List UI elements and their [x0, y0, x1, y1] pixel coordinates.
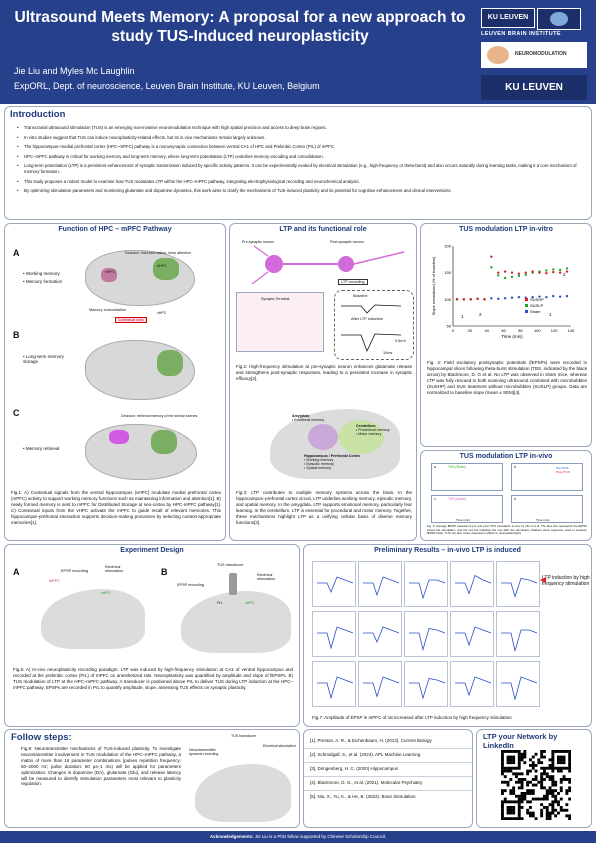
prl-label: PrL — [217, 601, 223, 605]
list-item: • Working memory — [23, 271, 60, 276]
x-tick-label: 100 — [533, 328, 541, 333]
mpfc-region — [109, 430, 129, 444]
marker-label: 1 — [461, 314, 464, 319]
hpc-region — [151, 430, 177, 454]
data-point — [531, 270, 533, 272]
data-point — [497, 298, 499, 300]
x-axis-label: Time (min) — [501, 334, 523, 339]
intro-bullet: • HPC–mPFC pathway is critical for working memory and long-term memory, where long-term potentiation (LTP) underlies memory encoding and consolidation. — [17, 154, 587, 160]
data-point — [552, 268, 554, 270]
data-point — [490, 255, 492, 257]
data-point — [504, 277, 506, 279]
epsp-trace — [409, 580, 445, 598]
follow-steps-section — [4, 729, 300, 828]
epsp-trace — [363, 577, 399, 595]
fig7-trace-plot — [404, 611, 448, 657]
data-point — [456, 298, 458, 300]
fig6-panel — [4, 544, 300, 727]
y-axis-label: Slope normalized (% of baseline) — [431, 256, 436, 316]
epsp-trace — [501, 579, 537, 597]
transducer-icon — [229, 573, 237, 595]
ltp-induction-annotation: LTP induction by high frequency stimulation — [542, 575, 590, 588]
fig7-trace-plot — [358, 561, 402, 607]
y-tick-label: 100 — [444, 296, 451, 302]
fig7-trace-plot — [312, 661, 356, 707]
vhpc-label: vHPC — [157, 311, 167, 315]
fig5-panel — [420, 450, 592, 541]
leuven-brain-institute-logo: LEUVEN BRAIN INSTITUTE — [481, 31, 561, 37]
data-point — [545, 269, 547, 271]
vhpc-label: vHPC — [101, 591, 111, 595]
legend-swatch — [525, 304, 528, 307]
legend-swatch — [525, 298, 528, 301]
epsp-recording-label: EPSP recording — [61, 569, 88, 573]
data-point — [511, 276, 513, 278]
fig7-trace-plot — [312, 611, 356, 657]
linkedin-qr-code-icon[interactable] — [501, 750, 571, 820]
neuromodulation-logo: NEUROMODULATION — [481, 42, 587, 68]
epsp-recording-label: EPSP recording — [177, 583, 204, 587]
brain-logo-icon — [537, 8, 581, 30]
x-tick-label: 0 — [451, 328, 455, 333]
data-point — [511, 297, 513, 299]
intro-bullet: • This study proposes a rodent model to examine how TUS modulates LTP within the HPC–mPFC pathway, integrating electrophysiological recording and neurochemical analysis. — [17, 179, 587, 185]
cerebellum-label: Cerebellum • Procedural memory • Motor memory — [356, 424, 390, 436]
data-point — [525, 271, 527, 273]
x-tick-label: 80 — [518, 328, 523, 333]
hpc-region — [153, 258, 179, 280]
data-point — [470, 298, 472, 300]
epsp-trace — [455, 677, 491, 695]
fig5-caption: Fig. 5: Average fEPSP waveforms pre and post fTUS stimulation in-vivo by Niu X et al. The blue line represents the fEPSP before the stimulation, and the red line indicates the one after the stimulation. Markers show segments used to measure fEPSP slope. TUS can also cause depression effects to neuroplasticity[5]. — [427, 524, 587, 536]
poster-title: Ultrasound Meets Memory: A proposal for a new approach to study TUS-Induced neuroplasticity — [14, 9, 466, 45]
data-point — [552, 295, 554, 297]
intro-bullet: • By optimizing stimulation parameters and monitoring glutamate and dopamine dynamics, this work aims to clarify the mechanisms of TUS-induced plasticity and its potential for cognitive enhancement and clinical interventions. — [17, 188, 587, 194]
fig4-title: TUS modulation LTP in-vitro — [459, 226, 553, 233]
memory-consolidation-label: Memory consolidation — [89, 308, 126, 312]
epsp-trace — [317, 627, 353, 648]
dhpc-label: dHPC — [157, 264, 167, 268]
fig7-trace-plot — [404, 561, 448, 607]
ku-leuven-big-logo: KU LEUVEN — [481, 75, 587, 100]
fig7-title: Preliminary Results – in-vivo LTP is induced — [374, 547, 521, 554]
follow-text: Fig.8: Neurotransmitter mechanisms of TUS-induced plasticity. To investigate neurotransmitter involvement in TUS modulation of the HPC–mPFC pathway, a matrix of more than 16 parameter combinations (pulses repetition frequency: 50–2000 Hz; pulse duration: 50 μs–1 ms) will be applied for parameters optimization. Changes in dopamine (DA), glutamate (Glu), and release latency will be measured to identify stimulation parameters most relevant to plasticity regulation. — [21, 746, 181, 787]
legend-label: SUSHP — [530, 297, 544, 302]
fig2-panel — [229, 223, 417, 541]
fig6-title: Experiment Design — [120, 547, 184, 554]
fig1-title: Function of HPC – mPFC Pathway — [58, 226, 172, 233]
epsp-trace — [501, 677, 537, 700]
list-item: • Memory retrieval — [23, 446, 60, 451]
panel-label-b: B — [161, 567, 168, 577]
epsp-trace — [363, 627, 399, 642]
intro-bullet: • The hippocampus–medial prefrontal cortex (HPC–mPFC) pathway is a monosynaptic connection between ventral CA1 of HPC and Prelimbic Cortex (PrL) of mPFC. — [17, 144, 587, 150]
fig7-trace-plot — [496, 561, 540, 607]
fig5-plot-b: b Pre-fTUS Post-fTUS — [511, 463, 583, 491]
data-point — [483, 298, 485, 300]
marker-label: 2 — [563, 272, 566, 277]
fig5-plot-c: c TUS (Active) Time (min) — [431, 495, 503, 523]
fig7-panel — [303, 544, 592, 727]
x-tick-label: 120 — [550, 328, 558, 333]
rat-illustration-b — [181, 591, 291, 653]
reference: [3]. Dringenberg, H. C. (2020) Hippocampus — [310, 766, 399, 771]
hpc-region — [157, 350, 183, 376]
data-point — [497, 271, 499, 273]
panel-label-a: A — [13, 248, 20, 258]
epsp-trace — [317, 577, 353, 592]
elec-stim-label: Electrical stimulation — [263, 744, 296, 748]
mpfc-label: mPFC — [49, 579, 60, 583]
y-tick-label: 50 — [446, 323, 451, 329]
fig7-trace-plot — [404, 661, 448, 707]
fig3-caption: Fig.3: LTP contributes to multiple memory systems across the brain. In the hippocampus–prefrontal cortex circuit, LTP underlies working memory, episodic memory, and spatial memory. In the amygdala, LTP supports emotional memory, particularly fear learning. In the cerebellum, LTP is essential for procedural and motor memory. Together, these mechanisms highlight LTP as a unifying cellular basis of diverse memory functions[3]. — [236, 490, 412, 525]
fig7-grid — [312, 561, 538, 709]
marker-label: 2 — [479, 312, 482, 317]
fig4-chart — [427, 240, 585, 358]
y-tick-label: 200 — [444, 243, 451, 249]
fig7-trace-plot — [496, 611, 540, 657]
list-item: • Memory formation — [23, 279, 63, 284]
data-point — [518, 275, 520, 277]
fig7-trace-plot — [312, 561, 356, 607]
data-point — [511, 271, 513, 273]
reference: [2]. Schmidgall, S., et al. (2024). APL Machine Learning — [310, 752, 421, 757]
ku-leuven-logo: KU LEUVEN — [481, 8, 535, 28]
reference: [5]. Niu, X., Yu, K., & He, B. (2022). Brain Stimulation — [310, 794, 416, 799]
neuro-logo-icon — [487, 46, 509, 64]
panel-label-b: B — [13, 330, 20, 340]
epsp-trace — [409, 629, 445, 650]
data-point — [538, 271, 540, 273]
brain-diagram-c — [85, 424, 197, 480]
fig7-trace-plot — [450, 611, 494, 657]
biosensor-label: Neurotransmitter dynamic recording — [189, 748, 219, 756]
electrical-stimulation-label: Electrical stimulation — [257, 573, 276, 581]
network-title: LTP your Network by LinkedIn — [483, 732, 558, 750]
data-point — [525, 274, 527, 276]
neuron-illustration — [234, 242, 414, 290]
fig7-trace-plot — [358, 611, 402, 657]
reference: [4]. Blackmore, D. G., et al. (2021). Molecular Psychiatry — [310, 780, 423, 785]
network-section — [476, 729, 592, 828]
fig7-caption: Fig.7: Amplitude of EPSP in mPFC of rat increased after LTP induction by high frequency stimulation — [312, 715, 512, 720]
data-point — [566, 295, 568, 297]
data-point — [566, 267, 568, 269]
fig1-panel — [4, 223, 226, 541]
fig6-caption: Fig.6: A) In-vivo neuroplasticity recording paradigm. LTP was induced by high-frequency stimulation at CA1 of ventral hippocampus and recorded at the prelimbic cortex (PrL) of mPFC on anesthetized rats. Neuroplasticity was quantified by amplitude and slope of fEPSPs. B) TUS modulation of LTP at the HPC–mPFC pathway. A transducer is positioned above PrL to deliver TUS during LTP induction at the HPC–mPFC pathway. EPSPs are recorded in PrL to quantify amplitude, slope, assessing TUS effects on synaptic plasticity. — [13, 667, 293, 690]
introduction-section — [4, 106, 592, 220]
arrow-icon — [540, 577, 546, 583]
intro-bullet: • In vitro studies suggest that TUS can induce neuroplasticity-related effects, but its in vivo mechanisms remain largely unknown. — [17, 135, 587, 141]
fig7-trace-plot — [450, 661, 494, 707]
data-point — [559, 295, 561, 297]
x-tick-label: 20 — [467, 328, 473, 333]
data-point — [518, 296, 520, 298]
data-point — [490, 297, 492, 299]
electrical-stimulation-label: Electrical stimulation — [105, 565, 124, 573]
data-point — [497, 274, 499, 276]
data-point — [545, 272, 547, 274]
introduction-list — [17, 125, 587, 198]
hpc-pfc-label: Hippocampus / Prefrontal Cortex • Working memory • Episodic memory • Spatial memory — [304, 454, 361, 470]
data-point — [463, 298, 465, 300]
rat-illustration-a — [41, 589, 145, 649]
epsp-trace — [363, 677, 399, 697]
epsp-trace — [409, 679, 445, 699]
data-point — [545, 296, 547, 298]
contextual-cues-label: Contextual cues — [115, 317, 147, 323]
data-point — [504, 270, 506, 272]
legend-label: SUSLP — [530, 303, 544, 308]
tus-label: TUS transducer — [231, 734, 257, 738]
mpfc-label: mPFC — [105, 270, 116, 274]
fig2-title: LTP and its functional role — [279, 226, 367, 233]
x-tick-label: 60 — [501, 328, 506, 333]
decision-hold-label: Decision: hold information, keep attention — [125, 251, 191, 255]
fig7-trace-plot — [450, 561, 494, 607]
reference: [1]. Preston, A. R., & Eichenbaum, H. (2013). Current Biology — [310, 738, 432, 743]
acknowledgements-footer: Acknowledgements: Jie Liu is a PhD fellow supported by Chinese Scholarship Council. — [0, 831, 596, 843]
x-tick-label: 40 — [484, 328, 489, 333]
marker-label: 1 — [549, 312, 552, 317]
fig5-plot-d: d Time (ms) — [511, 495, 583, 523]
post-neuron-label: Post-synaptic neuron — [330, 240, 364, 244]
data-point — [559, 269, 561, 271]
ltp-trace-inset: Baseline After LTP induction 0.5mV 10ms — [334, 290, 414, 360]
fig4-panel — [420, 223, 592, 447]
epsp-trace — [317, 677, 353, 698]
fig2-caption: Fig.2: High-frequency stimulation at pre-synaptic neuron enhances glutamate release and strengthens post-synaptic responses, leading to a persistent increase in synaptic efficacy[2]. — [236, 364, 412, 381]
panel-label-a: A — [13, 567, 20, 577]
amygdala-label: Amygdala • Emotional memory — [292, 414, 325, 422]
data-point — [566, 270, 568, 272]
legend-swatch — [525, 310, 528, 313]
intro-bullet: • Transcranial ultrasound stimulation (TUS) is an emerging non-invasive neuromodulation technique with high spatial precision and access to deep brain regions. — [17, 125, 587, 131]
list-item: • Long-term memory storage — [23, 354, 64, 364]
panel-label-c: C — [13, 408, 20, 418]
data-point — [552, 271, 554, 273]
synapse-inset: Synaptic Terminal — [236, 292, 324, 352]
references-section — [303, 729, 473, 828]
introduction-heading: Introduction — [10, 109, 66, 120]
vhpc-label: vHPC — [245, 601, 255, 605]
epsp-trace — [455, 576, 491, 594]
data-point — [504, 297, 506, 299]
x-tick-label: 140 — [567, 328, 575, 333]
fig7-trace-plot — [358, 661, 402, 707]
rat-illustration — [195, 764, 291, 822]
tus-transducer-label: TUS transducer — [217, 563, 244, 567]
intro-bullet: • Long-term potentiation (LTP) is a persistent enhancement of synaptic transmission induced by specific activity patterns. It can be experimentally evoked by electrical stimulation (e.g., high-frequency or theta-burst) and also occurs naturally during learning tasks, making it a core mechanism of memory formation. — [17, 163, 587, 175]
decision-retrieval-label: Decision: retrieval memory of the similar scenes — [121, 414, 198, 418]
data-point — [518, 273, 520, 275]
affiliation: ExpORL, Dept. of neuroscience, Leuven Brain Institute, KU Leuven, Belgium — [14, 81, 320, 91]
data-point — [559, 271, 561, 273]
fig7-trace-plot — [496, 661, 540, 707]
cortex-region — [308, 424, 338, 450]
data-point — [490, 266, 492, 268]
fig1-caption: Fig.1: A) Contextual signals from the ventral hippocampus (vHPC) modulate medial prefrontal cortex (mPFC) activity to support working memory functions such as maintaining information and attention[1]. B) newly formed memory is sent to mPFC for Distributed Storage at neo-cortex by HPC-mPFC pathway[1]. C) Contextual inputs from the vHPC activate the mPFC to guide recall of relevant memories. This hippocampal–prefrontal interaction supports decision-making processes by selecting context-appropriate memories[1]. — [11, 490, 221, 525]
fig5-title: TUS modulation LTP in-vivo — [459, 453, 553, 460]
follow-heading: Follow steps: — [11, 732, 72, 743]
ltp-recording-label: LTP recording — [338, 279, 368, 285]
authors: Jie Liu and Myles Mc Laughlin — [14, 66, 135, 76]
pre-neuron-label: Pre-synaptic neuron — [242, 240, 275, 244]
data-point — [476, 298, 478, 300]
legend-label: Sham — [530, 309, 541, 314]
epsp-trace — [455, 627, 491, 645]
fig5-plot-a: a TUS (Sham) — [431, 463, 503, 491]
epsp-trace — [501, 630, 537, 651]
poster-header — [0, 0, 596, 104]
y-tick-label: 150 — [444, 270, 451, 276]
fig4-caption: Fig. 4: Field excitatory postsynaptic potentials (fEPSPs) were recorded in hippocampal slices following theta-burst stimulation (TBS, indicated by the black arrow) by Blackmore, D. G et al. No LTP was observed in sham mice, whereas LTP was fully rescued in both scanning ultrasound combined with microbubbles (SUSHP) and SUS treatment without microbubbles (SUSLP) groups. Data are normalized to baseline slope (mean ± SEM)[4]. — [427, 360, 587, 395]
